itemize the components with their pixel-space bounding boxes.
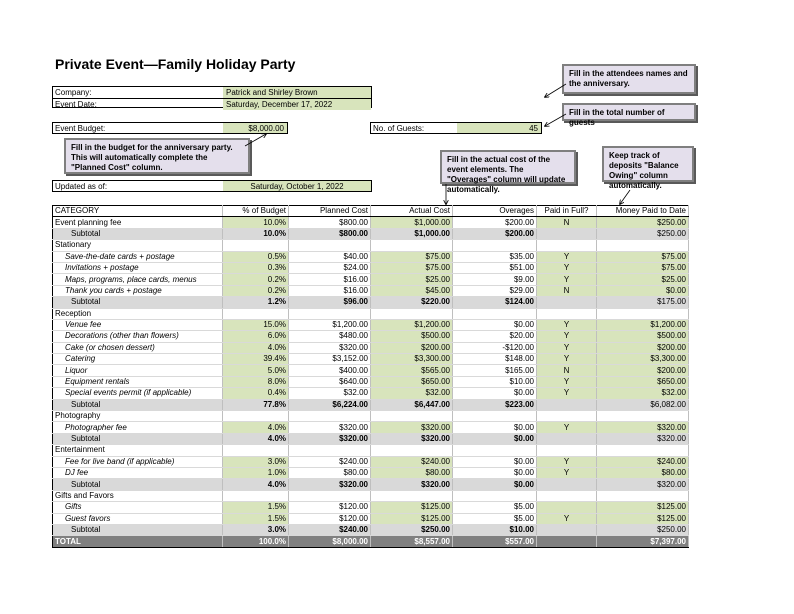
- cell-planned-cost: $16.00: [289, 274, 371, 285]
- cell-paid-in-full[interactable]: Y: [537, 388, 597, 399]
- cell-actual-cost: [371, 490, 453, 501]
- header-actual-cost: Actual Cost: [371, 206, 453, 217]
- cell-category: Photographer fee: [53, 422, 223, 433]
- cell-pct-budget[interactable]: 0.3%: [223, 262, 289, 273]
- updated-field[interactable]: Saturday, October 1, 2022: [223, 181, 371, 191]
- header-money-paid: Money Paid to Date: [597, 206, 689, 217]
- cell-overages: $35.00: [453, 251, 537, 262]
- cell-pct-budget: 4.0%: [223, 433, 289, 444]
- cell-money-paid: $250.00: [597, 228, 689, 239]
- cell-overages: [453, 445, 537, 456]
- cell-money-paid[interactable]: $25.00: [597, 274, 689, 285]
- cell-overages: $557.00: [453, 536, 537, 547]
- cell-money-paid: [597, 490, 689, 501]
- cell-money-paid: $250.00: [597, 524, 689, 535]
- subtotal-row: [53, 479, 689, 490]
- cell-category: Stationary: [53, 240, 223, 251]
- cell-paid-in-full[interactable]: N: [537, 285, 597, 296]
- cell-overages: -$120.00: [453, 342, 537, 353]
- cell-category: Special events permit (if applicable): [53, 388, 223, 399]
- cell-planned-cost: [289, 411, 371, 422]
- cell-overages: $223.00: [453, 399, 537, 410]
- category-row: [53, 411, 689, 422]
- cell-actual-cost[interactable]: $500.00: [371, 331, 453, 342]
- cell-overages: [453, 240, 537, 251]
- cell-paid-in-full[interactable]: Y: [537, 262, 597, 273]
- cell-planned-cost: $32.00: [289, 388, 371, 399]
- cell-pct-budget[interactable]: 0.2%: [223, 274, 289, 285]
- cell-money-paid[interactable]: $75.00: [597, 262, 689, 273]
- table-row: [53, 422, 689, 433]
- cell-actual-cost: [371, 240, 453, 251]
- header-category: CATEGORY: [53, 206, 223, 217]
- cell-overages: $0.00: [453, 319, 537, 330]
- table-row: [53, 262, 689, 273]
- cell-paid-in-full: [537, 308, 597, 319]
- header-planned-cost: Planned Cost: [289, 206, 371, 217]
- table-row: [53, 502, 689, 513]
- subtotal-row: [53, 297, 689, 308]
- table-row: [53, 319, 689, 330]
- cell-overages: $5.00: [453, 502, 537, 513]
- cell-actual-cost: [371, 445, 453, 456]
- cell-pct-budget[interactable]: 10.0%: [223, 217, 289, 228]
- cell-pct-budget[interactable]: 1.0%: [223, 467, 289, 478]
- subtotal-row: [53, 524, 689, 535]
- cell-pct-budget[interactable]: 4.0%: [223, 342, 289, 353]
- cell-pct-budget[interactable]: 3.0%: [223, 456, 289, 467]
- table-row: [53, 251, 689, 262]
- subtotal-row: [53, 433, 689, 444]
- cell-category: Save-the-date cards + postage: [53, 251, 223, 262]
- table-row: [53, 285, 689, 296]
- cell-overages: $148.00: [453, 354, 537, 365]
- cell-category: Catering: [53, 354, 223, 365]
- cell-overages: $51.00: [453, 262, 537, 273]
- cell-overages: $0.00: [453, 467, 537, 478]
- cell-money-paid: [597, 411, 689, 422]
- category-row: [53, 490, 689, 501]
- cell-overages: [453, 308, 537, 319]
- cell-category: Thank you cards + postage: [53, 285, 223, 296]
- cell-planned-cost: $320.00: [289, 433, 371, 444]
- cell-planned-cost: $96.00: [289, 297, 371, 308]
- cell-actual-cost[interactable]: $45.00: [371, 285, 453, 296]
- cell-planned-cost: $480.00: [289, 331, 371, 342]
- cell-pct-budget[interactable]: 8.0%: [223, 376, 289, 387]
- cell-planned-cost: $40.00: [289, 251, 371, 262]
- guests-row: [370, 122, 542, 134]
- category-row: [53, 240, 689, 251]
- cell-actual-cost[interactable]: $565.00: [371, 365, 453, 376]
- cell-category: Maps, programs, place cards, menus: [53, 274, 223, 285]
- cell-paid-in-full[interactable]: Y: [537, 354, 597, 365]
- cell-paid-in-full[interactable]: N: [537, 365, 597, 376]
- event-budget-field[interactable]: $8,000.00: [223, 123, 287, 133]
- cell-planned-cost: [289, 240, 371, 251]
- cell-actual-cost[interactable]: $200.00: [371, 342, 453, 353]
- guests-callout: Fill in the total number of guests: [562, 103, 696, 121]
- cell-planned-cost: $16.00: [289, 285, 371, 296]
- cell-actual-cost[interactable]: $125.00: [371, 502, 453, 513]
- cell-category: Event planning fee: [53, 217, 223, 228]
- cell-category: Gifts and Favors: [53, 490, 223, 501]
- cell-category: Subtotal: [53, 433, 223, 444]
- cell-money-paid[interactable]: $320.00: [597, 422, 689, 433]
- cell-overages: $200.00: [453, 228, 537, 239]
- cell-money-paid: $320.00: [597, 433, 689, 444]
- cell-planned-cost: [289, 490, 371, 501]
- cell-pct-budget: [223, 240, 289, 251]
- cell-money-paid[interactable]: $1,200.00: [597, 319, 689, 330]
- cell-paid-in-full[interactable]: Y: [537, 513, 597, 524]
- cell-pct-budget: 4.0%: [223, 479, 289, 490]
- subtotal-row: [53, 228, 689, 239]
- cell-category: Gifts: [53, 502, 223, 513]
- total-row: [53, 536, 689, 547]
- cell-actual-cost: $220.00: [371, 297, 453, 308]
- cell-paid-in-full[interactable]: Y: [537, 274, 597, 285]
- cell-overages: $9.00: [453, 274, 537, 285]
- cell-paid-in-full: [537, 524, 597, 535]
- table-row: [53, 331, 689, 342]
- cell-actual-cost[interactable]: $125.00: [371, 513, 453, 524]
- cell-category: DJ fee: [53, 467, 223, 478]
- cell-overages: $200.00: [453, 217, 537, 228]
- cell-category: Fee for live band (if applicable): [53, 456, 223, 467]
- cell-planned-cost: $1,200.00: [289, 319, 371, 330]
- budget-callout: Fill in the budget for the anniversary party. This will automatically complete the "Planned Cost" column.: [64, 138, 250, 174]
- header-overages: Overages: [453, 206, 537, 217]
- actual-cost-callout: Fill in the actual cost of the event elements. The "Overages" column will update automatically.: [440, 150, 576, 184]
- cell-money-paid: [597, 240, 689, 251]
- cell-planned-cost: $120.00: [289, 502, 371, 513]
- cell-actual-cost[interactable]: $240.00: [371, 456, 453, 467]
- event-date-label: Event Date:: [55, 100, 97, 109]
- cell-money-paid: $175.00: [597, 297, 689, 308]
- cell-paid-in-full[interactable]: N: [537, 217, 597, 228]
- cell-actual-cost: $320.00: [371, 479, 453, 490]
- attendees-callout: Fill in the attendees names and the anniversary.: [562, 64, 696, 94]
- cell-planned-cost: $120.00: [289, 513, 371, 524]
- cell-paid-in-full[interactable]: Y: [537, 342, 597, 353]
- cell-overages: $29.00: [453, 285, 537, 296]
- cell-planned-cost: $320.00: [289, 422, 371, 433]
- cell-pct-budget: 10.0%: [223, 228, 289, 239]
- cell-category: Guest favors: [53, 513, 223, 524]
- table-row: [53, 342, 689, 353]
- cell-pct-budget: 100.0%: [223, 536, 289, 547]
- cell-actual-cost: [371, 411, 453, 422]
- cell-overages: [453, 411, 537, 422]
- cell-money-paid[interactable]: $200.00: [597, 342, 689, 353]
- cell-pct-budget[interactable]: 1.5%: [223, 502, 289, 513]
- cell-category: Subtotal: [53, 399, 223, 410]
- cell-category: Decorations (other than flowers): [53, 331, 223, 342]
- event-date-field[interactable]: Saturday, December 17, 2022: [223, 99, 371, 110]
- category-row: [53, 308, 689, 319]
- cell-money-paid: $6,082.00: [597, 399, 689, 410]
- cell-actual-cost[interactable]: $320.00: [371, 422, 453, 433]
- table-row: [53, 467, 689, 478]
- cell-money-paid: $7,397.00: [597, 536, 689, 547]
- cell-planned-cost: $24.00: [289, 262, 371, 273]
- cell-overages: [453, 490, 537, 501]
- cell-pct-budget: [223, 308, 289, 319]
- event-info-block: [52, 86, 372, 108]
- cell-overages: $10.00: [453, 376, 537, 387]
- cell-planned-cost: $320.00: [289, 479, 371, 490]
- company-field[interactable]: Patrick and Shirley Brown: [223, 87, 371, 98]
- cell-pct-budget: 3.0%: [223, 524, 289, 535]
- table-header-row: [53, 206, 689, 217]
- cell-pct-budget[interactable]: 1.5%: [223, 513, 289, 524]
- cell-planned-cost: $800.00: [289, 228, 371, 239]
- cell-actual-cost[interactable]: $75.00: [371, 251, 453, 262]
- cell-planned-cost: $800.00: [289, 217, 371, 228]
- table-row: [53, 388, 689, 399]
- budget-table: [52, 205, 689, 548]
- table-row: [53, 274, 689, 285]
- cell-planned-cost: $80.00: [289, 467, 371, 478]
- cell-category: TOTAL: [53, 536, 223, 547]
- cell-overages: $124.00: [453, 297, 537, 308]
- cell-actual-cost: $250.00: [371, 524, 453, 535]
- cell-overages: $5.00: [453, 513, 537, 524]
- cell-money-paid[interactable]: $240.00: [597, 456, 689, 467]
- cell-actual-cost[interactable]: $80.00: [371, 467, 453, 478]
- cell-category: Cake (or chosen dessert): [53, 342, 223, 353]
- cell-pct-budget: 77.8%: [223, 399, 289, 410]
- table-row: [53, 376, 689, 387]
- cell-money-paid[interactable]: $650.00: [597, 376, 689, 387]
- cell-actual-cost[interactable]: $75.00: [371, 262, 453, 273]
- cell-paid-in-full: [537, 228, 597, 239]
- cell-paid-in-full[interactable]: [537, 502, 597, 513]
- cell-planned-cost: $320.00: [289, 342, 371, 353]
- cell-money-paid: $320.00: [597, 479, 689, 490]
- cell-paid-in-full: [537, 433, 597, 444]
- cell-pct-budget: [223, 411, 289, 422]
- cell-actual-cost[interactable]: $3,300.00: [371, 354, 453, 365]
- event-date-row: [53, 98, 371, 110]
- page-title: Private Event—Family Holiday Party: [55, 56, 296, 72]
- cell-money-paid[interactable]: $3,300.00: [597, 354, 689, 365]
- table-row: [53, 365, 689, 376]
- cell-actual-cost[interactable]: $1,200.00: [371, 319, 453, 330]
- cell-paid-in-full: [537, 479, 597, 490]
- cell-pct-budget[interactable]: 5.0%: [223, 365, 289, 376]
- cell-overages: $10.00: [453, 524, 537, 535]
- cell-overages: $0.00: [453, 422, 537, 433]
- cell-planned-cost: $640.00: [289, 376, 371, 387]
- cell-actual-cost[interactable]: $25.00: [371, 274, 453, 285]
- cell-overages: $0.00: [453, 456, 537, 467]
- cell-paid-in-full: [537, 240, 597, 251]
- cell-money-paid[interactable]: $80.00: [597, 467, 689, 478]
- cell-pct-budget[interactable]: 0.4%: [223, 388, 289, 399]
- cell-paid-in-full: [537, 399, 597, 410]
- cell-paid-in-full[interactable]: Y: [537, 251, 597, 262]
- cell-pct-budget: 1.2%: [223, 297, 289, 308]
- cell-planned-cost: $6,224.00: [289, 399, 371, 410]
- cell-paid-in-full[interactable]: Y: [537, 422, 597, 433]
- cell-overages: $20.00: [453, 331, 537, 342]
- cell-paid-in-full[interactable]: Y: [537, 331, 597, 342]
- event-budget-row: [52, 122, 288, 134]
- deposits-arrow: [620, 190, 630, 204]
- cell-money-paid: [597, 445, 689, 456]
- cell-paid-in-full: [537, 490, 597, 501]
- cell-category: Subtotal: [53, 297, 223, 308]
- cell-pct-budget[interactable]: 6.0%: [223, 331, 289, 342]
- cell-pct-budget[interactable]: 0.5%: [223, 251, 289, 262]
- cell-actual-cost: $8,557.00: [371, 536, 453, 547]
- category-row: [53, 445, 689, 456]
- cell-category: Entertainment: [53, 445, 223, 456]
- cell-planned-cost: $8,000.00: [289, 536, 371, 547]
- cell-pct-budget[interactable]: 4.0%: [223, 422, 289, 433]
- cell-paid-in-full: [537, 297, 597, 308]
- cell-pct-budget[interactable]: 0.2%: [223, 285, 289, 296]
- company-label: Company:: [55, 88, 92, 97]
- cell-money-paid[interactable]: $250.00: [597, 217, 689, 228]
- cell-category: Subtotal: [53, 524, 223, 535]
- company-row: [53, 87, 371, 98]
- cell-money-paid[interactable]: $125.00: [597, 502, 689, 513]
- cell-money-paid[interactable]: $32.00: [597, 388, 689, 399]
- cell-planned-cost: $240.00: [289, 524, 371, 535]
- cell-paid-in-full: [537, 445, 597, 456]
- cell-paid-in-full: [537, 536, 597, 547]
- cell-category: Subtotal: [53, 228, 223, 239]
- cell-actual-cost[interactable]: $1,000.00: [371, 217, 453, 228]
- cell-pct-budget: [223, 445, 289, 456]
- cell-money-paid[interactable]: $125.00: [597, 513, 689, 524]
- cell-overages: $0.00: [453, 479, 537, 490]
- cell-actual-cost: $1,000.00: [371, 228, 453, 239]
- table-row: [53, 513, 689, 524]
- guests-field[interactable]: 45: [457, 123, 541, 133]
- cell-category: Liquor: [53, 365, 223, 376]
- cell-actual-cost: $6,447.00: [371, 399, 453, 410]
- cell-paid-in-full[interactable]: Y: [537, 456, 597, 467]
- guests-label: No. of Guests:: [373, 124, 425, 133]
- cell-category: Reception: [53, 308, 223, 319]
- table-row: [53, 456, 689, 467]
- updated-label: Updated as of:: [55, 182, 108, 191]
- cell-pct-budget[interactable]: 39.4%: [223, 354, 289, 365]
- cell-paid-in-full: [537, 411, 597, 422]
- deposits-callout: Keep track of deposits "Balance Owing" column automatically.: [602, 146, 694, 182]
- event-budget-label: Event Budget:: [55, 124, 106, 133]
- cell-overages: $0.00: [453, 388, 537, 399]
- cell-overages: $165.00: [453, 365, 537, 376]
- table-row: [53, 354, 689, 365]
- cell-paid-in-full[interactable]: Y: [537, 376, 597, 387]
- header-pct-budget: % of Budget: [223, 206, 289, 217]
- cell-money-paid[interactable]: $500.00: [597, 331, 689, 342]
- cell-actual-cost: $320.00: [371, 433, 453, 444]
- cell-planned-cost: $3,152.00: [289, 354, 371, 365]
- subtotal-row: [53, 399, 689, 410]
- cell-paid-in-full[interactable]: Y: [537, 467, 597, 478]
- cell-money-paid[interactable]: $0.00: [597, 285, 689, 296]
- category-row: [53, 217, 689, 228]
- cell-actual-cost[interactable]: $650.00: [371, 376, 453, 387]
- cell-actual-cost: [371, 308, 453, 319]
- cell-paid-in-full[interactable]: Y: [537, 319, 597, 330]
- cell-category: Venue fee: [53, 319, 223, 330]
- cell-actual-cost[interactable]: $32.00: [371, 388, 453, 399]
- cell-money-paid: [597, 308, 689, 319]
- cell-pct-budget: [223, 490, 289, 501]
- cell-planned-cost: [289, 445, 371, 456]
- updated-row: [52, 180, 372, 192]
- cell-planned-cost: $240.00: [289, 456, 371, 467]
- cell-pct-budget[interactable]: 15.0%: [223, 319, 289, 330]
- cell-money-paid[interactable]: $200.00: [597, 365, 689, 376]
- cell-category: Invitations + postage: [53, 262, 223, 273]
- cell-category: Photography: [53, 411, 223, 422]
- cell-planned-cost: [289, 308, 371, 319]
- cell-planned-cost: $400.00: [289, 365, 371, 376]
- cell-category: Subtotal: [53, 479, 223, 490]
- cell-category: Equipment rentals: [53, 376, 223, 387]
- header-paid-in-full: Paid in Full?: [537, 206, 597, 217]
- cell-money-paid[interactable]: $75.00: [597, 251, 689, 262]
- cell-overages: $0.00: [453, 433, 537, 444]
